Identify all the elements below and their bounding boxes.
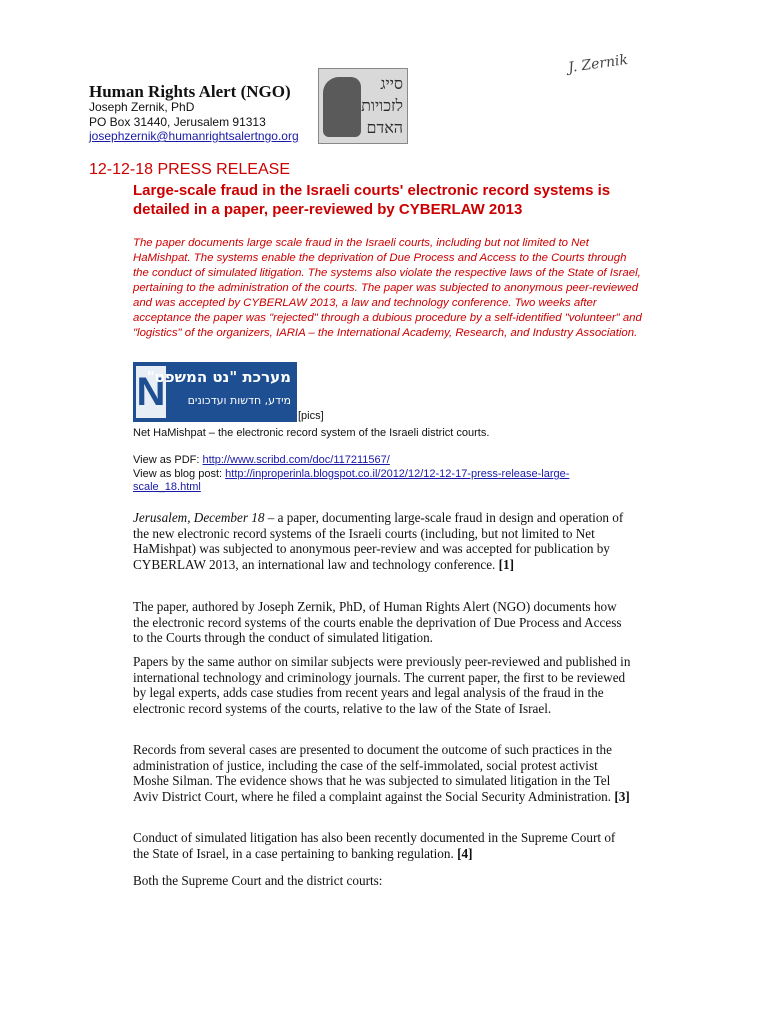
reference-4: [4] (457, 845, 473, 861)
author-name: Joseph Zernik, PhD (89, 100, 195, 114)
paragraph-1-text: – a paper, documenting large-scale fraud in design and operation of the new electronic record systems of the Israeli courts (including, but not limited to Net HaMishpat) was subjected to anonymous peer-review and was accepted for publication by CYBERLAW 2013, an international law and technology conference. (133, 510, 624, 572)
press-release-date: 12-12-18 PRESS RELEASE (89, 161, 290, 178)
paragraph-1 (133, 510, 633, 572)
org-title: Human Rights Alert (NGO) (89, 82, 291, 101)
email-link[interactable]: josephzernik@humanrightsalertngo.org (89, 129, 299, 143)
postal-address: PO Box 31440, Jerusalem 91313 (89, 115, 266, 129)
reference-3: [3] (614, 788, 630, 804)
banner-subtitle: מידע, חדשות ועדכונים (187, 394, 291, 407)
pdf-link[interactable]: http://www.scribd.com/doc/117211567/ (202, 454, 390, 466)
paragraph-3-text: Papers by the same author on similar subjects were previously peer-reviewed and published in international technology and criminology journals. The current paper, the first to be reviewed by legal experts, adds case studies from recent years and legal analysis of the fraud in the electronic record systems of the courts, relative to the law of the State of Israel. (133, 654, 631, 716)
ngo-logo (318, 68, 408, 144)
blog-label: View as blog post: (133, 468, 226, 480)
image-caption: Net HaMishpat – the electronic record system of the Israeli district courts. (133, 427, 490, 439)
paragraph-4-text: Records from several cases are presented to document the outcome of such practices in the administration of justice, including the case of the self-immolated, social protest activist Moshe Silman. The evidence shows that he was subjected to simulated litigation in the Tel Aviv District Court, where he filed a complaint against the Social Security Administration. (133, 742, 615, 804)
pdf-link-line (133, 454, 633, 467)
press-summary: The paper documents large scale fraud in the Israeli courts, including but not limited to Net HaMishpat. The systems enable the deprivation of Due Process and Access to the Courts through the conduct of simulated litigation. The systems also violate the respective laws of the State of Israel, pertaining to the administration of the courts. The paper was subjected to anonymous peer-reviewed and was accepted by CYBERLAW 2013, a law and technology conference. Two weeks after acceptance the paper was "rejected" through a dubious procedure by a self-identified "volunteer" and "logistics" of the organizers, IARIA – the International Academy, Research, and Industry Association. (133, 237, 642, 339)
paragraph-5 (133, 830, 633, 861)
paragraph-4 (133, 742, 633, 804)
paragraph-3 (133, 654, 633, 716)
paragraph-6-text: Both the Supreme Court and the district courts: (133, 873, 383, 888)
blog-link[interactable]: http://inproperinla.blogspot.co.il/2012/12/12-12-17-press-release-large-scale_18.html (133, 468, 570, 493)
paragraph-6 (133, 873, 633, 889)
banner-title: מערכת "נט המשפט" (146, 368, 291, 386)
net-hamishpat-banner (133, 362, 297, 422)
pics-label: [pics] (298, 410, 324, 422)
paragraph-5-text: Conduct of simulated litigation has also been recently documented in the Supreme Court of the State of Israel, in a case pertaining to banking regulation. (133, 830, 616, 861)
blog-link-line (133, 468, 633, 494)
paragraph-2-text: The paper, authored by Joseph Zernik, PhD, of Human Rights Alert (NGO) documents how the electronic record systems of the courts enable the deprivation of Due Process and Access to the Courts through the conduct of simulated litigation. (133, 599, 622, 646)
net-hamishpat-logo-icon: N (136, 366, 166, 418)
logo-text: סייג לזכויות האדם (361, 74, 403, 137)
pdf-label: View as PDF: (133, 454, 203, 466)
dateline: Jerusalem, December 18 (133, 510, 265, 525)
handwritten-signature: J. Zernik (567, 51, 629, 77)
reference-1: [1] (498, 556, 515, 572)
paragraph-2 (133, 599, 633, 646)
press-headline: Large-scale fraud in the Israeli courts' electronic record systems is detailed in a paper, peer-reviewed by CYBERLAW 2013 (133, 182, 611, 218)
